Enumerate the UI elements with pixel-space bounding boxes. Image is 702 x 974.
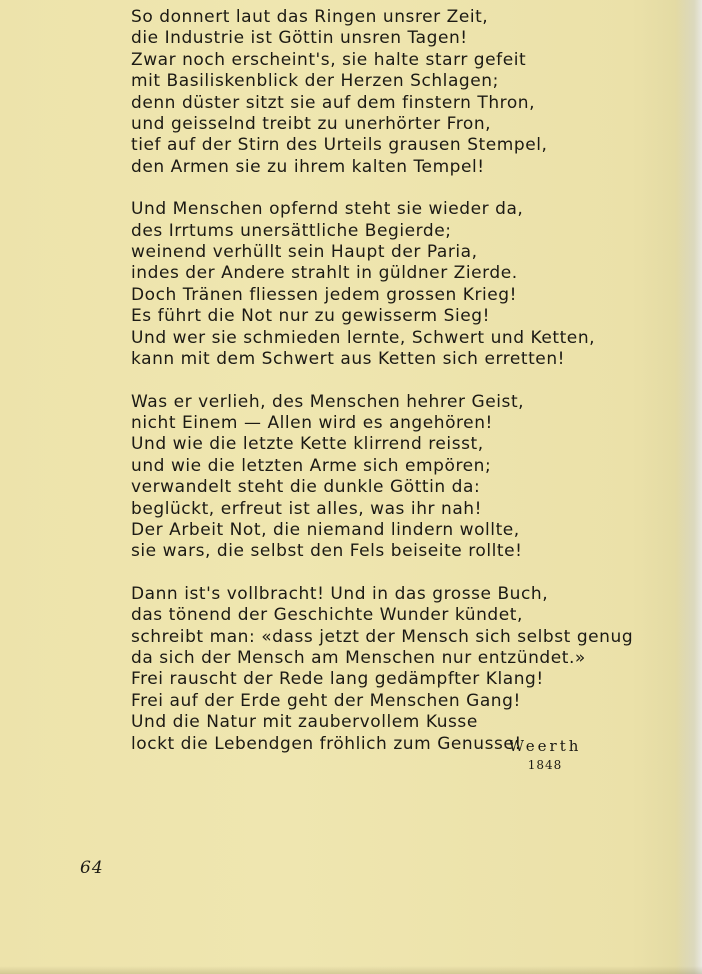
poem-line: Der Arbeit Not, die niemand lindern wollte, bbox=[131, 519, 520, 540]
poem-line: lockt die Lebendgen fröhlich zum Genusse! bbox=[131, 733, 522, 754]
poem-line: mit Basiliskenblick der Herzen Schlagen; bbox=[131, 71, 499, 92]
poem-line: beglückt, erfreut ist alles, was ihr nah! bbox=[131, 498, 482, 519]
signature-year: 1848 bbox=[527, 758, 563, 772]
poem-line: weinend verhüllt sein Haupt der Paria, bbox=[131, 242, 478, 263]
poem-line: den Armen sie zu ihrem kalten Tempel! bbox=[131, 156, 485, 177]
stanza-1 bbox=[131, 7, 671, 178]
poem-line: Und wie die letzte Kette klirrend reisst, bbox=[131, 434, 484, 455]
poem-line: Und wer sie schmieden lernte, Schwert und Ketten, bbox=[131, 327, 596, 348]
stanza-4 bbox=[131, 584, 671, 755]
poem-line: des Irrtums unersättliche Begierde; bbox=[131, 220, 452, 241]
poem-line: Doch Tränen fliessen jedem grossen Krieg! bbox=[131, 284, 517, 305]
poem-line: Und Menschen opfernd steht sie wieder da, bbox=[131, 199, 524, 220]
page-edge-shadow bbox=[676, 0, 702, 974]
poem-line: Dann ist's vollbracht! Und in das grosse Buch, bbox=[131, 583, 549, 604]
poem bbox=[131, 7, 671, 776]
poem-line: So donnert laut das Ringen unsrer Zeit, bbox=[131, 7, 489, 27]
page-number: 64 bbox=[80, 858, 104, 878]
poem-line: Es führt die Not nur zu gewisserm Sieg! bbox=[131, 306, 490, 327]
poem-line: da sich der Mensch am Menschen nur entzündet.» bbox=[131, 647, 586, 668]
author-name: Weerth bbox=[508, 737, 582, 755]
poem-line: und wie die letzten Arme sich empören; bbox=[131, 455, 492, 476]
stanza-2 bbox=[131, 199, 671, 370]
poem-line: Und die Natur mit zaubervollem Kusse bbox=[131, 712, 478, 733]
poem-line: verwandelt steht die dunkle Göttin da: bbox=[131, 477, 481, 498]
poem-line: Zwar noch erscheint's, sie halte starr gefeit bbox=[131, 49, 527, 70]
poem-line: Frei rauscht der Rede lang gedämpfter Klang! bbox=[131, 669, 544, 690]
poem-line: kann mit dem Schwert aus Ketten sich erretten! bbox=[131, 349, 566, 370]
poem-line: schreibt man: «dass jetzt der Mensch sich selbst genug bbox=[131, 626, 634, 647]
poem-line: das tönend der Geschichte Wunder kündet, bbox=[131, 605, 523, 626]
poem-line: Was er verlieh, des Menschen hehrer Geist, bbox=[131, 391, 525, 412]
poem-line: nicht Einem — Allen wird es angehören! bbox=[131, 412, 493, 433]
signature bbox=[470, 737, 620, 774]
poem-line: Frei auf der Erde geht der Menschen Gang! bbox=[131, 690, 521, 711]
stanza-3 bbox=[131, 392, 671, 563]
poem-line: denn düster sitzt sie auf dem finstern Thron, bbox=[131, 92, 536, 113]
poem-line: indes der Andere strahlt in güldner Zierde. bbox=[131, 263, 518, 284]
page-bottom-shadow bbox=[0, 966, 702, 974]
poem-line: sie wars, die selbst den Fels beiseite rollte! bbox=[131, 541, 523, 562]
poem-line: die Industrie ist Göttin unsren Tagen! bbox=[131, 28, 468, 49]
poem-line: und geisselnd treibt zu unerhörter Fron, bbox=[131, 114, 492, 135]
poem-line: tief auf der Stirn des Urteils grausen Stempel, bbox=[131, 135, 548, 156]
